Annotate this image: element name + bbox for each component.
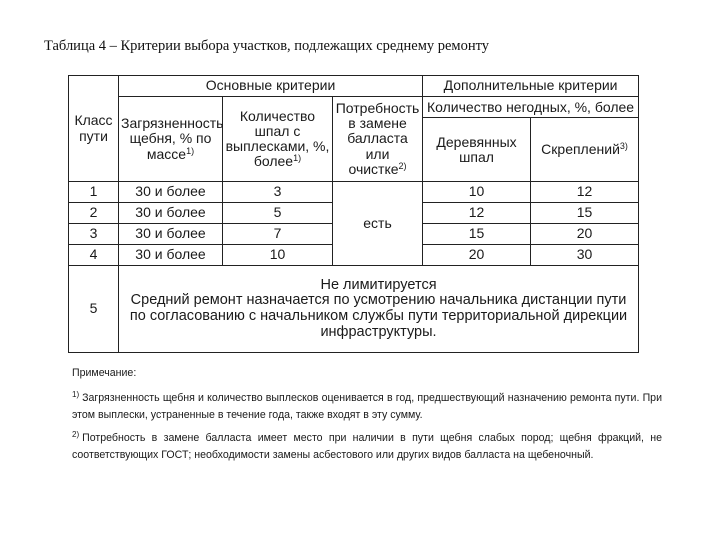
- header-track-class: Класс пути: [69, 76, 119, 182]
- criteria-table-wrapper: [68, 75, 638, 353]
- header-ballast: Потребность в замене балласта или очистке$^{2)}$: [333, 97, 423, 182]
- class-5-not-limited: Не лимитируется: [320, 276, 437, 293]
- note-2-number: 2): [72, 430, 80, 440]
- note-1-number: 1): [72, 390, 80, 400]
- cell-splashes: 3: [223, 182, 333, 203]
- cell-class: 3: [69, 224, 119, 245]
- header-defective-count: Количество негодных, %, более: [423, 97, 639, 118]
- cell-wooden: 20: [423, 245, 531, 266]
- notes-section: [72, 365, 662, 469]
- cell-splashes: 10: [223, 245, 333, 266]
- cell-pollution: 30 и более: [119, 203, 223, 224]
- cell-wooden: 10: [423, 182, 531, 203]
- header-extra-criteria: Дополнительные критерии: [423, 76, 639, 97]
- class-5-description: Средний ремонт назначается по усмотрению начальника дистанции пути по согласованию с начальником службы пути территориальной дирекции инфраструктуры.: [129, 292, 628, 340]
- criteria-table: [68, 75, 639, 353]
- cell-fastenings: 15: [531, 203, 639, 224]
- cell-class: 2: [69, 203, 119, 224]
- cell-splashes: 5: [223, 203, 333, 224]
- cell-fastenings: 30: [531, 245, 639, 266]
- cell-pollution: 30 и более: [119, 224, 223, 245]
- cell-class: 4: [69, 245, 119, 266]
- note-2-text: Потребность в замене балласта имеет место при наличии в пути щебня слабых пород; щебня фракций, не соответствующих ГОСТ; необходимости замены асбестового или других видов балласта на щебеночный.: [72, 432, 662, 461]
- header-fastenings: Скреплений$^{3)}$: [531, 118, 639, 182]
- cell-wooden: 12: [423, 203, 531, 224]
- cell-splashes: 7: [223, 224, 333, 245]
- header-wooden-sleepers: Деревянных шпал: [423, 118, 531, 182]
- note-2: [72, 429, 662, 463]
- table-title: Таблица 4 – Критерии выбора участков, подлежащих среднему ремонту: [44, 38, 490, 54]
- cell-fastenings: 20: [531, 224, 639, 245]
- note-1: [72, 389, 662, 423]
- notes-heading: Примечание:: [72, 367, 137, 379]
- cell-pollution: 30 и более: [119, 182, 223, 203]
- cell-class: 5: [69, 266, 119, 353]
- header-pollution: Загрязненность щебня, % по массе$^{1)}$: [119, 97, 223, 182]
- cell-pollution: 30 и более: [119, 245, 223, 266]
- cell-fastenings: 12: [531, 182, 639, 203]
- header-main-criteria: Основные критерии: [119, 76, 423, 97]
- table-row: [69, 182, 639, 203]
- cell-ballast-need: есть: [333, 182, 423, 266]
- header-splashes: Количество шпал с выплесками, %, более$^{1)}$: [223, 97, 333, 182]
- note-1-text: Загрязненность щебня и количество выплесков оценивается в год, предшествующий назначению ремонта пути. При этом выплески, устраненные в течение года, также входят в эту сумму.: [72, 392, 662, 421]
- cell-wooden: 15: [423, 224, 531, 245]
- cell-class-5-note: [119, 266, 639, 353]
- cell-class: 1: [69, 182, 119, 203]
- table-row-class-5: [69, 266, 639, 353]
